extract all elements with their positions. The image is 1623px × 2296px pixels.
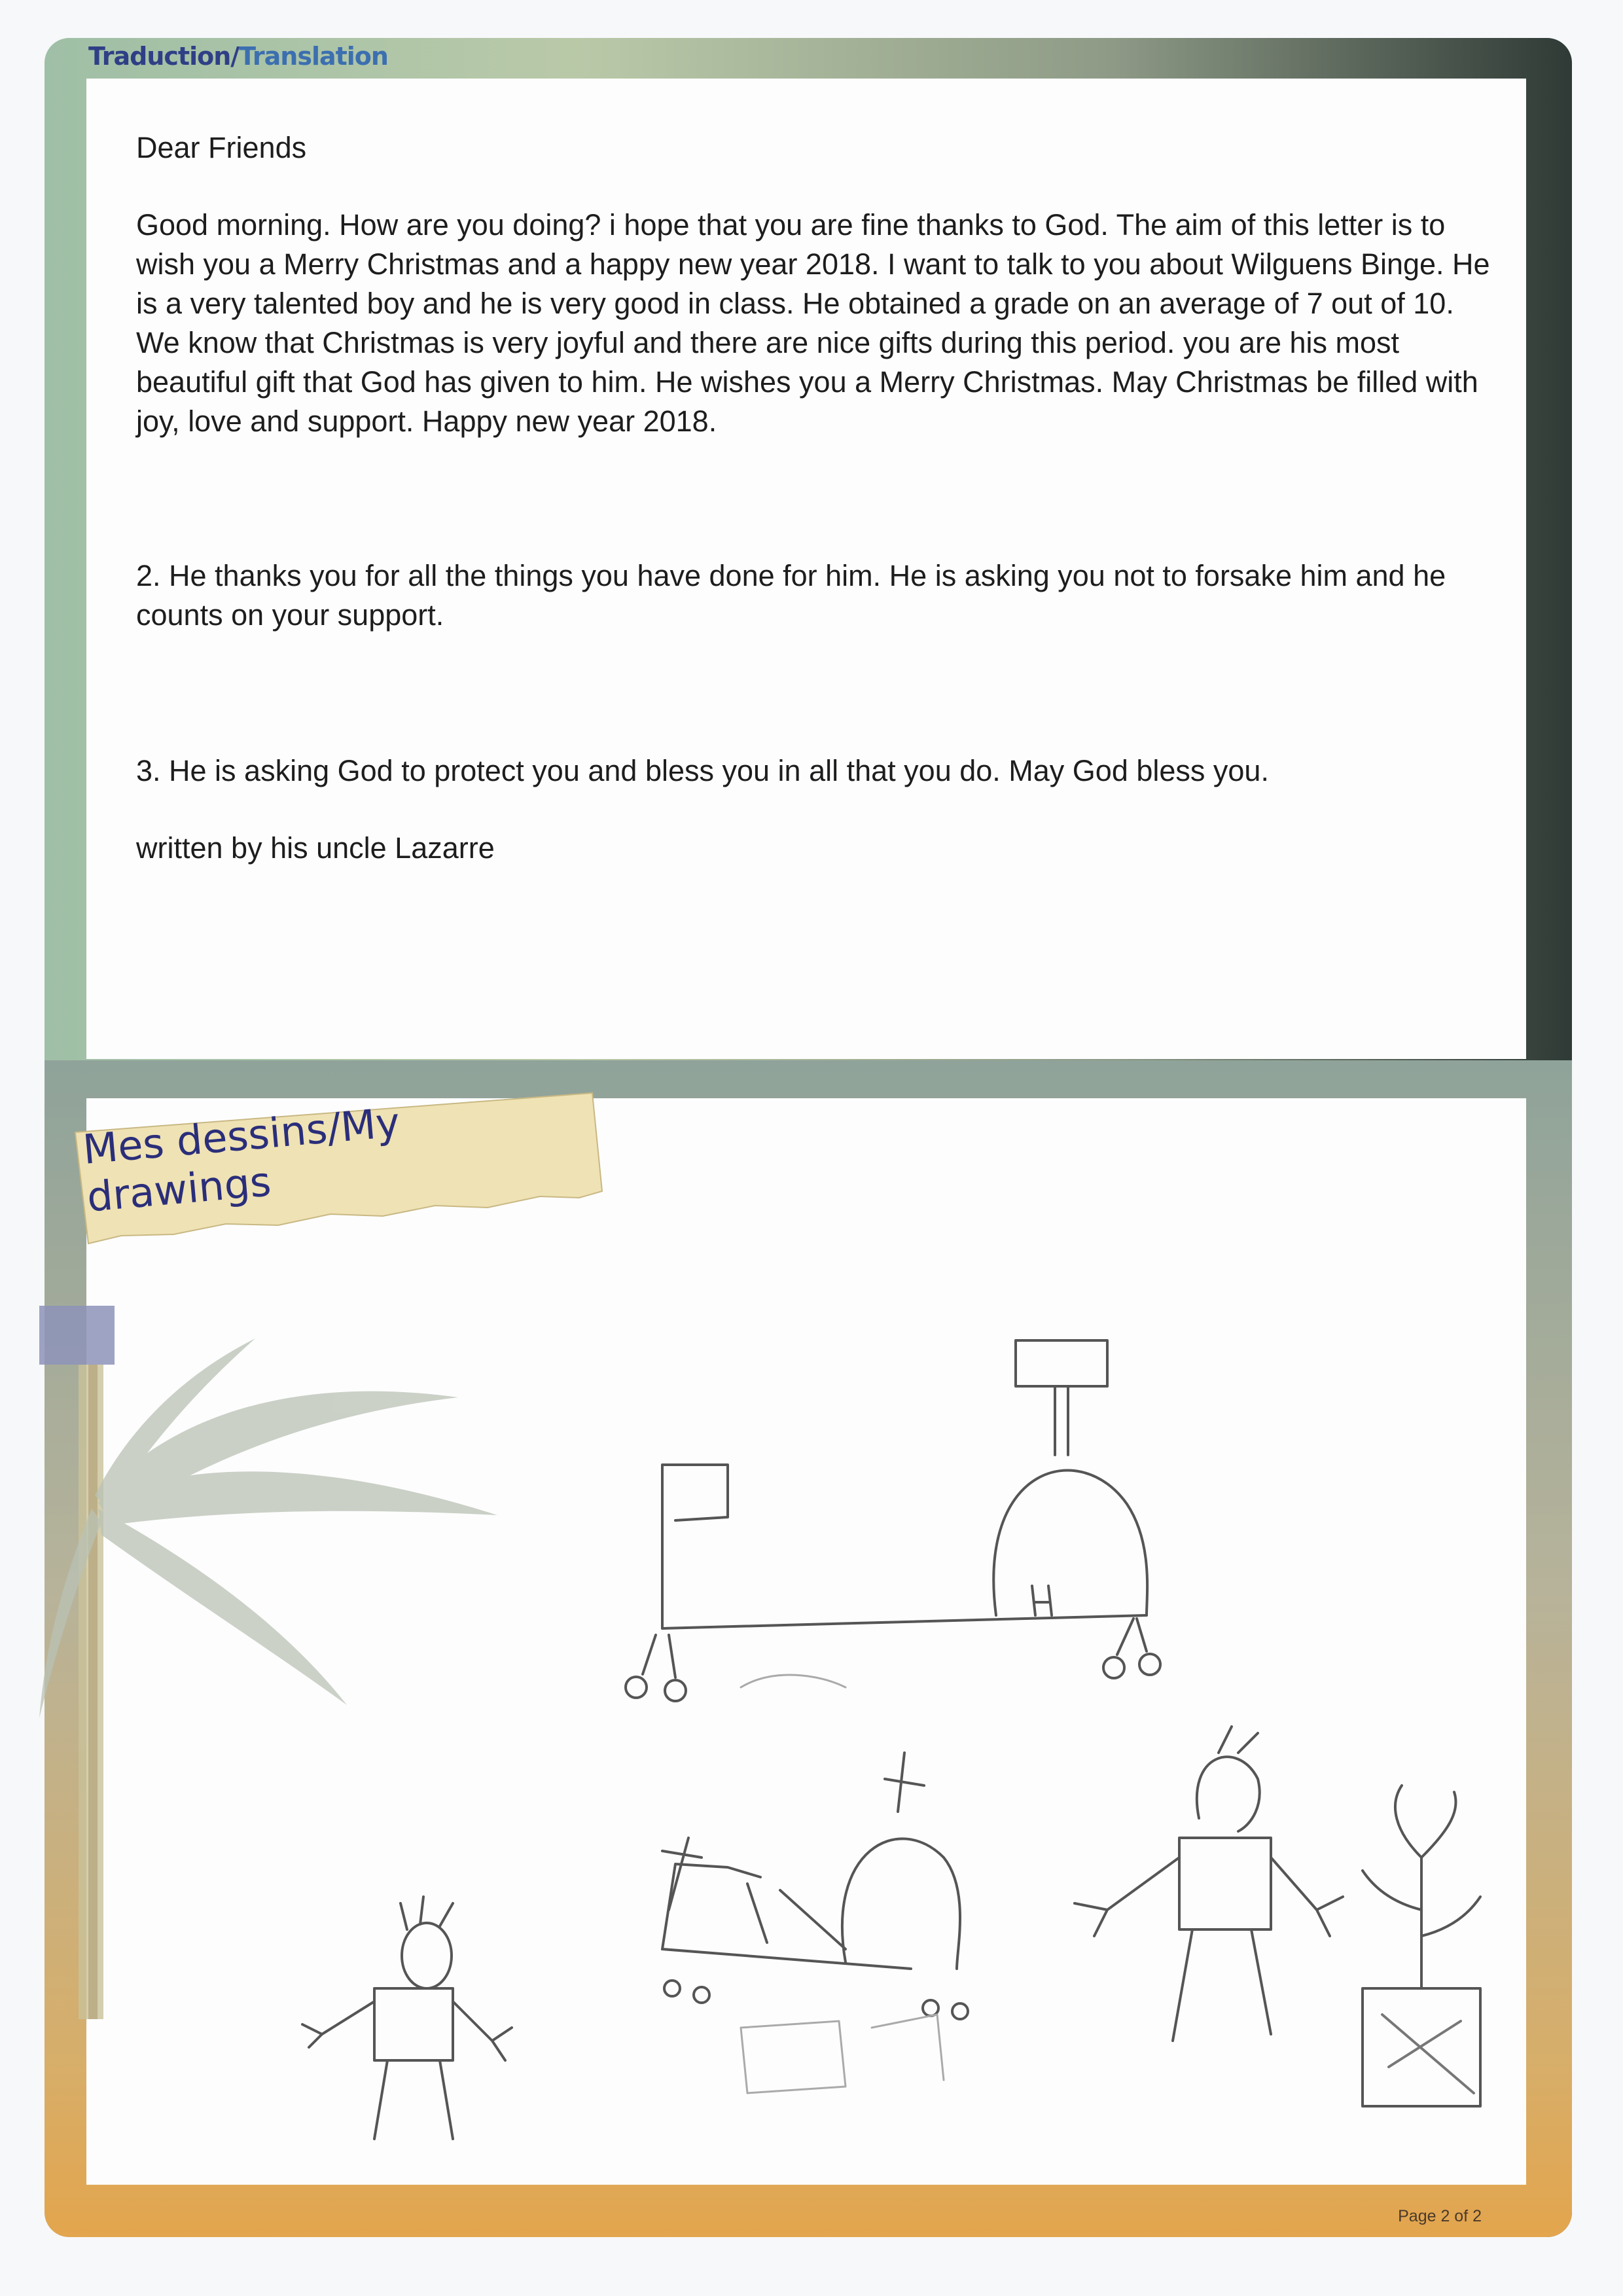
- church-drawing-bottom: [662, 1753, 968, 2019]
- church-drawing-top: [626, 1340, 1160, 1701]
- header-title-french: Traduction/: [88, 42, 240, 71]
- person-drawing-right: [1075, 1727, 1343, 2041]
- letter-paragraph-3: 3. He is asking God to protect you and bless you in all that you do. May God bless you.: [136, 754, 1269, 787]
- letter-signature: written by his uncle Lazarre: [136, 831, 495, 865]
- flower-drawing: [1363, 1785, 1480, 2106]
- letter-body: [136, 128, 1497, 868]
- faint-sketches: [741, 1675, 944, 2093]
- drawings-label: Mes dessins/My drawings: [80, 1098, 402, 1221]
- header-title: [88, 42, 388, 71]
- header-title-english: Translation: [239, 42, 388, 71]
- letter-paragraph-1: Good morning. How are you doing? i hope that you are fine thanks to God. The aim of this letter is to wish you a Merry Christmas and a happy new year 2018. I want to talk to you about Wilguens Binge. He is a very talented boy and he is very good in class. He obtained a grade on an average of 7 out of 10. We know that Christmas is very joyful and there are nice gifts during this period. you are his most beautiful gift that God has given to him. He wishes you a Merry Christmas. May Christmas be filled with joy, love and support. Happy new year 2018.: [136, 208, 1490, 438]
- page-number: Page 2 of 2: [1398, 2207, 1482, 2225]
- letter-paragraph-2: 2. He thanks you for all the things you have done for him. He is asking you not to forsake him and he counts on your support.: [136, 559, 1446, 632]
- letter-salutation: Dear Friends: [136, 131, 307, 164]
- person-drawing-left: [302, 1897, 512, 2139]
